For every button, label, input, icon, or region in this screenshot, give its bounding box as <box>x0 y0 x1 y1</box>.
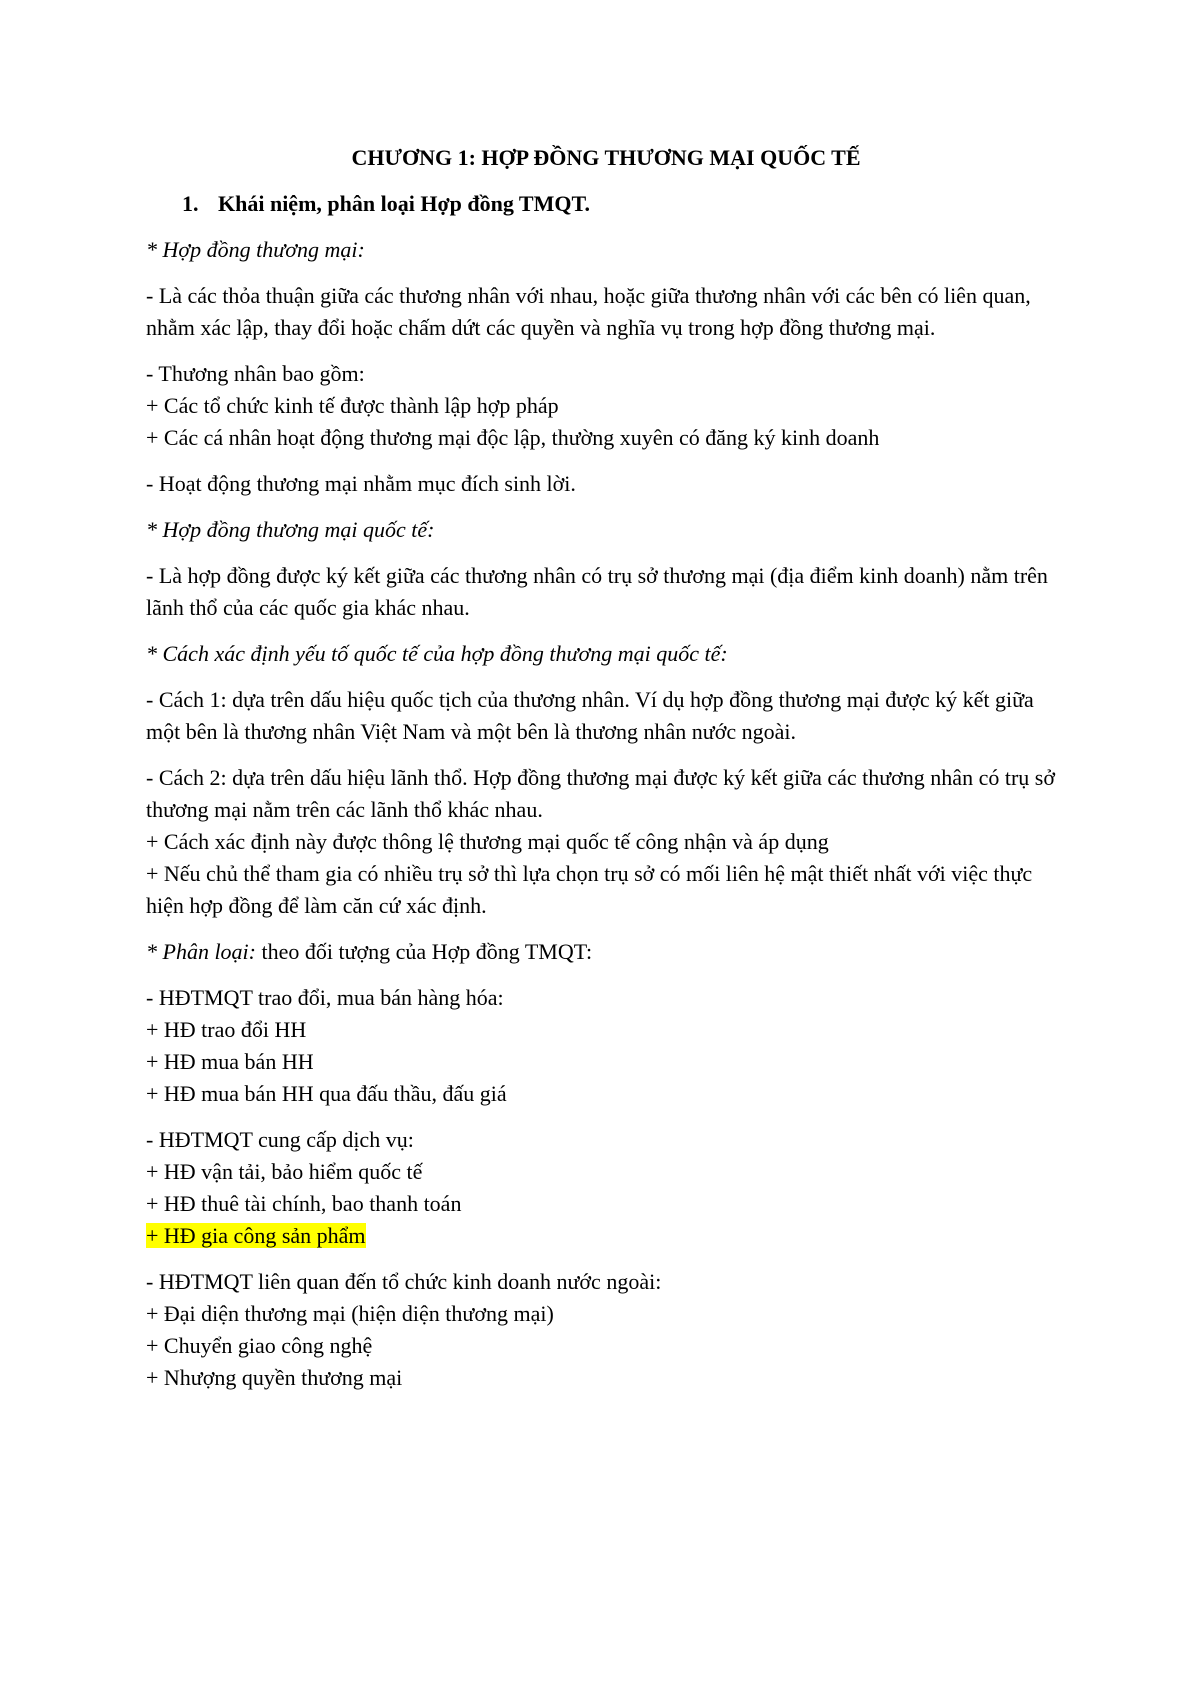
goods-group-intro: - HĐTMQT trao đổi, mua bán hàng hóa: <box>146 985 504 1010</box>
goods-group-item: + HĐ mua bán HH <box>146 1049 314 1074</box>
foreign-group-item: + Nhượng quyền thương mại <box>146 1365 403 1390</box>
highlighted-text: + HĐ gia công sản phẩm <box>146 1223 366 1248</box>
foreign-business-contract-group <box>146 1266 1066 1394</box>
merchant-list <box>146 358 1066 454</box>
commercial-contract-definition: - Là các thỏa thuận giữa các thương nhân với nhau, hoặc giữa thương nhân với các bên có liên quan, nhằm xác lập, thay đổi hoặc chấm dứt các quyền và nghĩa vụ trong hợp đồng thương mại. <box>146 283 1031 340</box>
classification-label-italic: * Phân loại: <box>146 939 256 964</box>
service-group-intro: - HĐTMQT cung cấp dịch vụ: <box>146 1127 414 1152</box>
section-heading-text: Khái niệm, phân loại Hợp đồng TMQT. <box>218 191 591 216</box>
classification-label <box>146 936 1066 968</box>
foreign-group-item: + Chuyển giao công nghệ <box>146 1333 373 1358</box>
service-group-item: + HĐ thuê tài chính, bao thanh toán <box>146 1191 462 1216</box>
service-contract-group <box>146 1124 1066 1252</box>
method-1-paragraph: - Cách 1: dựa trên dấu hiệu quốc tịch của thương nhân. Ví dụ hợp đồng thương mại được ký kết giữa một bên là thương nhân Việt Nam và một bên là thương nhân nước ngoài. <box>146 687 1034 744</box>
commercial-contract-label: * Hợp đồng thương mại: <box>146 237 365 262</box>
merchant-list-intro: - Thương nhân bao gồm: <box>146 361 365 386</box>
method-2-intro: - Cách 2: dựa trên dấu hiệu lãnh thổ. Hợp đồng thương mại được ký kết giữa các thương nhân có trụ sở thương mại nằm trên các lãnh thổ khác nhau. <box>146 765 1055 822</box>
method-2-item: + Cách xác định này được thông lệ thương mại quốc tế công nhận và áp dụng <box>146 829 829 854</box>
method-2-paragraph <box>146 762 1066 922</box>
goods-contract-group <box>146 982 1066 1110</box>
foreign-group-item: + Đại diện thương mại (hiện diện thương mại) <box>146 1301 554 1326</box>
document-body <box>146 142 1066 1408</box>
goods-group-item: + HĐ trao đổi HH <box>146 1017 307 1042</box>
international-element-label: * Cách xác định yếu tố quốc tế của hợp đồng thương mại quốc tế: <box>146 641 728 666</box>
section-heading <box>146 188 1066 220</box>
international-contract-label: * Hợp đồng thương mại quốc tế: <box>146 517 435 542</box>
service-group-item: + HĐ vận tải, bảo hiểm quốc tế <box>146 1159 423 1184</box>
chapter-title: CHƯƠNG 1: HỢP ĐỒNG THƯƠNG MẠI QUỐC TẾ <box>351 145 861 170</box>
section-heading-number: 1. <box>182 191 199 216</box>
merchant-list-item: + Các cá nhân hoạt động thương mại độc lập, thường xuyên có đăng ký kinh doanh <box>146 425 880 450</box>
classification-label-rest: theo đối tượng của Hợp đồng TMQT: <box>256 939 593 964</box>
international-contract-definition: - Là hợp đồng được ký kết giữa các thương nhân có trụ sở thương mại (địa điểm kinh doanh) nằm trên lãnh thổ của các quốc gia khác nhau. <box>146 563 1048 620</box>
goods-group-item: + HĐ mua bán HH qua đấu thầu, đấu giá <box>146 1081 507 1106</box>
commercial-activity-note: - Hoạt động thương mại nhằm mục đích sinh lời. <box>146 471 576 496</box>
service-group-item-highlighted <box>146 1220 1066 1252</box>
merchant-list-item: + Các tổ chức kinh tế được thành lập hợp pháp <box>146 393 559 418</box>
foreign-group-intro: - HĐTMQT liên quan đến tổ chức kinh doanh nước ngoài: <box>146 1269 662 1294</box>
method-2-item: + Nếu chủ thể tham gia có nhiều trụ sở thì lựa chọn trụ sở có mối liên hệ mật thiết nhất với việc thực hiện hợp đồng để làm căn cứ xác định. <box>146 861 1033 918</box>
